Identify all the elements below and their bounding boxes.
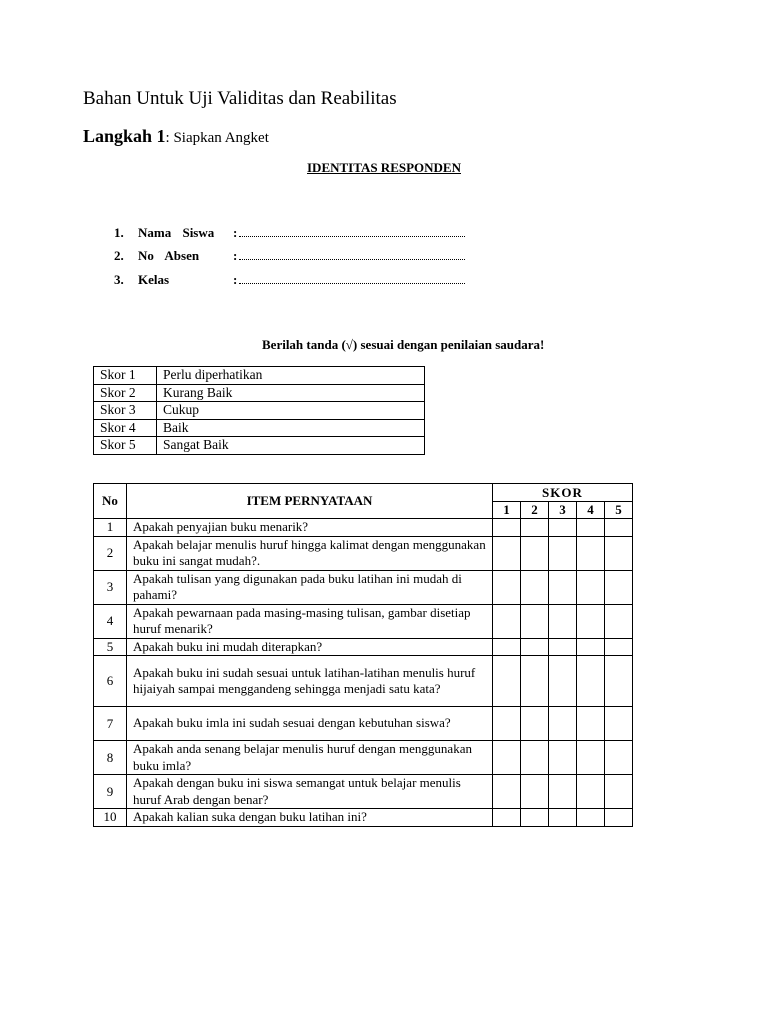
- score-checkbox-cell[interactable]: [492, 638, 520, 656]
- score-checkbox-cell[interactable]: [576, 707, 604, 741]
- column-header-item: ITEM PERNYATAAN: [127, 484, 493, 519]
- score-checkbox-cell[interactable]: [604, 656, 632, 707]
- score-column-header: 2: [520, 502, 548, 519]
- field-label: No Absen: [138, 248, 200, 263]
- score-checkbox-cell[interactable]: [492, 536, 520, 570]
- step-description: : Siapkan Angket: [165, 130, 269, 146]
- table-row: [94, 741, 633, 775]
- field-colon: :: [233, 248, 238, 263]
- row-number: 10: [94, 809, 127, 827]
- score-checkbox-cell[interactable]: [576, 604, 604, 638]
- column-header-no: No: [94, 484, 127, 519]
- table-row: [94, 519, 633, 537]
- score-checkbox-cell[interactable]: [520, 604, 548, 638]
- score-checkbox-cell[interactable]: [576, 570, 604, 604]
- statement-text: Apakah anda senang belajar menulis huruf dengan menggunakan buku imla?: [127, 741, 493, 775]
- field-label: Kelas: [138, 272, 170, 287]
- legend-row: [94, 384, 425, 402]
- score-checkbox-cell[interactable]: [576, 775, 604, 809]
- header-row: [94, 484, 633, 502]
- score-checkbox-cell[interactable]: [492, 604, 520, 638]
- score-checkbox-cell[interactable]: [520, 741, 548, 775]
- statement-text: Apakah tulisan yang digunakan pada buku latihan ini mudah di pahami?: [127, 570, 493, 604]
- instruction-text: Berilah tanda (√) sesuai dengan penilaian saudara!: [262, 337, 545, 352]
- row-number: 1: [94, 519, 127, 537]
- step-line: [83, 126, 269, 147]
- score-legend-table: [93, 366, 425, 455]
- legend-value: Perlu diperhatikan: [157, 367, 425, 385]
- score-checkbox-cell[interactable]: [548, 604, 576, 638]
- score-checkbox-cell[interactable]: [604, 570, 632, 604]
- step-label: Langkah 1: [83, 126, 166, 146]
- score-checkbox-cell[interactable]: [604, 519, 632, 537]
- row-number: 9: [94, 775, 127, 809]
- legend-key: Skor 2: [94, 384, 157, 402]
- score-checkbox-cell[interactable]: [520, 570, 548, 604]
- score-checkbox-cell[interactable]: [548, 570, 576, 604]
- legend-value: Sangat Baik: [157, 437, 425, 455]
- table-row: [94, 707, 633, 741]
- row-number: 6: [94, 656, 127, 707]
- score-column-header: 1: [492, 502, 520, 519]
- legend-row: [94, 419, 425, 437]
- statement-text: Apakah penyajian buku menarik?: [127, 519, 493, 537]
- score-checkbox-cell[interactable]: [492, 707, 520, 741]
- field-number: 2.: [114, 248, 124, 263]
- legend-row: [94, 402, 425, 420]
- legend-value: Baik: [157, 419, 425, 437]
- legend-value: Cukup: [157, 402, 425, 420]
- score-checkbox-cell[interactable]: [548, 519, 576, 537]
- row-number: 3: [94, 570, 127, 604]
- score-checkbox-cell[interactable]: [576, 809, 604, 827]
- row-number: 4: [94, 604, 127, 638]
- score-checkbox-cell[interactable]: [576, 638, 604, 656]
- table-row: [94, 536, 633, 570]
- score-checkbox-cell[interactable]: [492, 775, 520, 809]
- score-checkbox-cell[interactable]: [548, 536, 576, 570]
- legend-key: Skor 3: [94, 402, 157, 420]
- legend-key: Skor 4: [94, 419, 157, 437]
- score-checkbox-cell[interactable]: [548, 809, 576, 827]
- table-row: [94, 638, 633, 656]
- score-checkbox-cell[interactable]: [548, 638, 576, 656]
- score-checkbox-cell[interactable]: [548, 656, 576, 707]
- field-kelas: [114, 272, 465, 290]
- score-checkbox-cell[interactable]: [520, 707, 548, 741]
- field-fill-line[interactable]: [239, 249, 465, 260]
- statement-text: Apakah kalian suka dengan buku latihan ini?: [127, 809, 493, 827]
- score-checkbox-cell[interactable]: [604, 775, 632, 809]
- identity-heading: IDENTITAS RESPONDEN: [307, 160, 461, 175]
- score-checkbox-cell[interactable]: [576, 536, 604, 570]
- table-row: [94, 809, 633, 827]
- row-number: 8: [94, 741, 127, 775]
- field-number: 1.: [114, 225, 124, 240]
- score-checkbox-cell[interactable]: [492, 570, 520, 604]
- score-checkbox-cell[interactable]: [520, 775, 548, 809]
- score-column-header: 3: [548, 502, 576, 519]
- score-checkbox-cell[interactable]: [492, 741, 520, 775]
- field-number: 3.: [114, 272, 124, 287]
- statement-text: Apakah pewarnaan pada masing-masing tulisan, gambar disetiap huruf menarik?: [127, 604, 493, 638]
- row-number: 2: [94, 536, 127, 570]
- score-checkbox-cell[interactable]: [548, 707, 576, 741]
- statement-text: Apakah buku imla ini sudah sesuai dengan kebutuhan siswa?: [127, 707, 493, 741]
- legend-row: [94, 367, 425, 385]
- score-checkbox-cell[interactable]: [520, 809, 548, 827]
- statement-text: Apakah buku ini mudah diterapkan?: [127, 638, 493, 656]
- column-header-skor: SKOR: [492, 484, 632, 502]
- table-row: [94, 656, 633, 707]
- field-no-absen: [114, 248, 465, 266]
- score-checkbox-cell[interactable]: [520, 519, 548, 537]
- score-checkbox-cell[interactable]: [576, 519, 604, 537]
- legend-row: [94, 437, 425, 455]
- field-colon: :: [233, 272, 238, 287]
- questionnaire-table: [93, 483, 633, 827]
- table-row: [94, 775, 633, 809]
- table-row: [94, 570, 633, 604]
- score-column-header: 5: [604, 502, 632, 519]
- field-nama-siswa: [114, 225, 465, 243]
- field-label: Nama Siswa: [138, 225, 215, 240]
- score-checkbox-cell[interactable]: [520, 536, 548, 570]
- score-checkbox-cell[interactable]: [604, 809, 632, 827]
- score-checkbox-cell[interactable]: [548, 741, 576, 775]
- score-checkbox-cell[interactable]: [492, 656, 520, 707]
- legend-key: Skor 5: [94, 437, 157, 455]
- score-checkbox-cell[interactable]: [604, 707, 632, 741]
- legend-key: Skor 1: [94, 367, 157, 385]
- score-checkbox-cell[interactable]: [604, 638, 632, 656]
- table-row: [94, 604, 633, 638]
- score-checkbox-cell[interactable]: [548, 775, 576, 809]
- field-fill-line[interactable]: [239, 226, 465, 237]
- row-number: 5: [94, 638, 127, 656]
- score-checkbox-cell[interactable]: [604, 741, 632, 775]
- score-checkbox-cell[interactable]: [520, 656, 548, 707]
- score-checkbox-cell[interactable]: [576, 656, 604, 707]
- score-checkbox-cell[interactable]: [604, 536, 632, 570]
- score-checkbox-cell[interactable]: [492, 519, 520, 537]
- score-checkbox-cell[interactable]: [604, 604, 632, 638]
- score-checkbox-cell[interactable]: [576, 741, 604, 775]
- statement-text: Apakah dengan buku ini siswa semangat untuk belajar menulis huruf Arab dengan benar?: [127, 775, 493, 809]
- statement-text: Apakah belajar menulis huruf hingga kalimat dengan menggunakan buku ini sangat mudah?.: [127, 536, 493, 570]
- field-fill-line[interactable]: [239, 273, 465, 284]
- statement-text: Apakah buku ini sudah sesuai untuk latihan-latihan menulis huruf hijaiyah sampai menggandeng sehingga menjadi satu kata?: [127, 656, 493, 707]
- score-checkbox-cell[interactable]: [492, 809, 520, 827]
- row-number: 7: [94, 707, 127, 741]
- document-title: Bahan Untuk Uji Validitas dan Reabilitas: [83, 88, 397, 109]
- legend-value: Kurang Baik: [157, 384, 425, 402]
- score-column-header: 4: [576, 502, 604, 519]
- field-colon: :: [233, 225, 238, 240]
- score-checkbox-cell[interactable]: [520, 638, 548, 656]
